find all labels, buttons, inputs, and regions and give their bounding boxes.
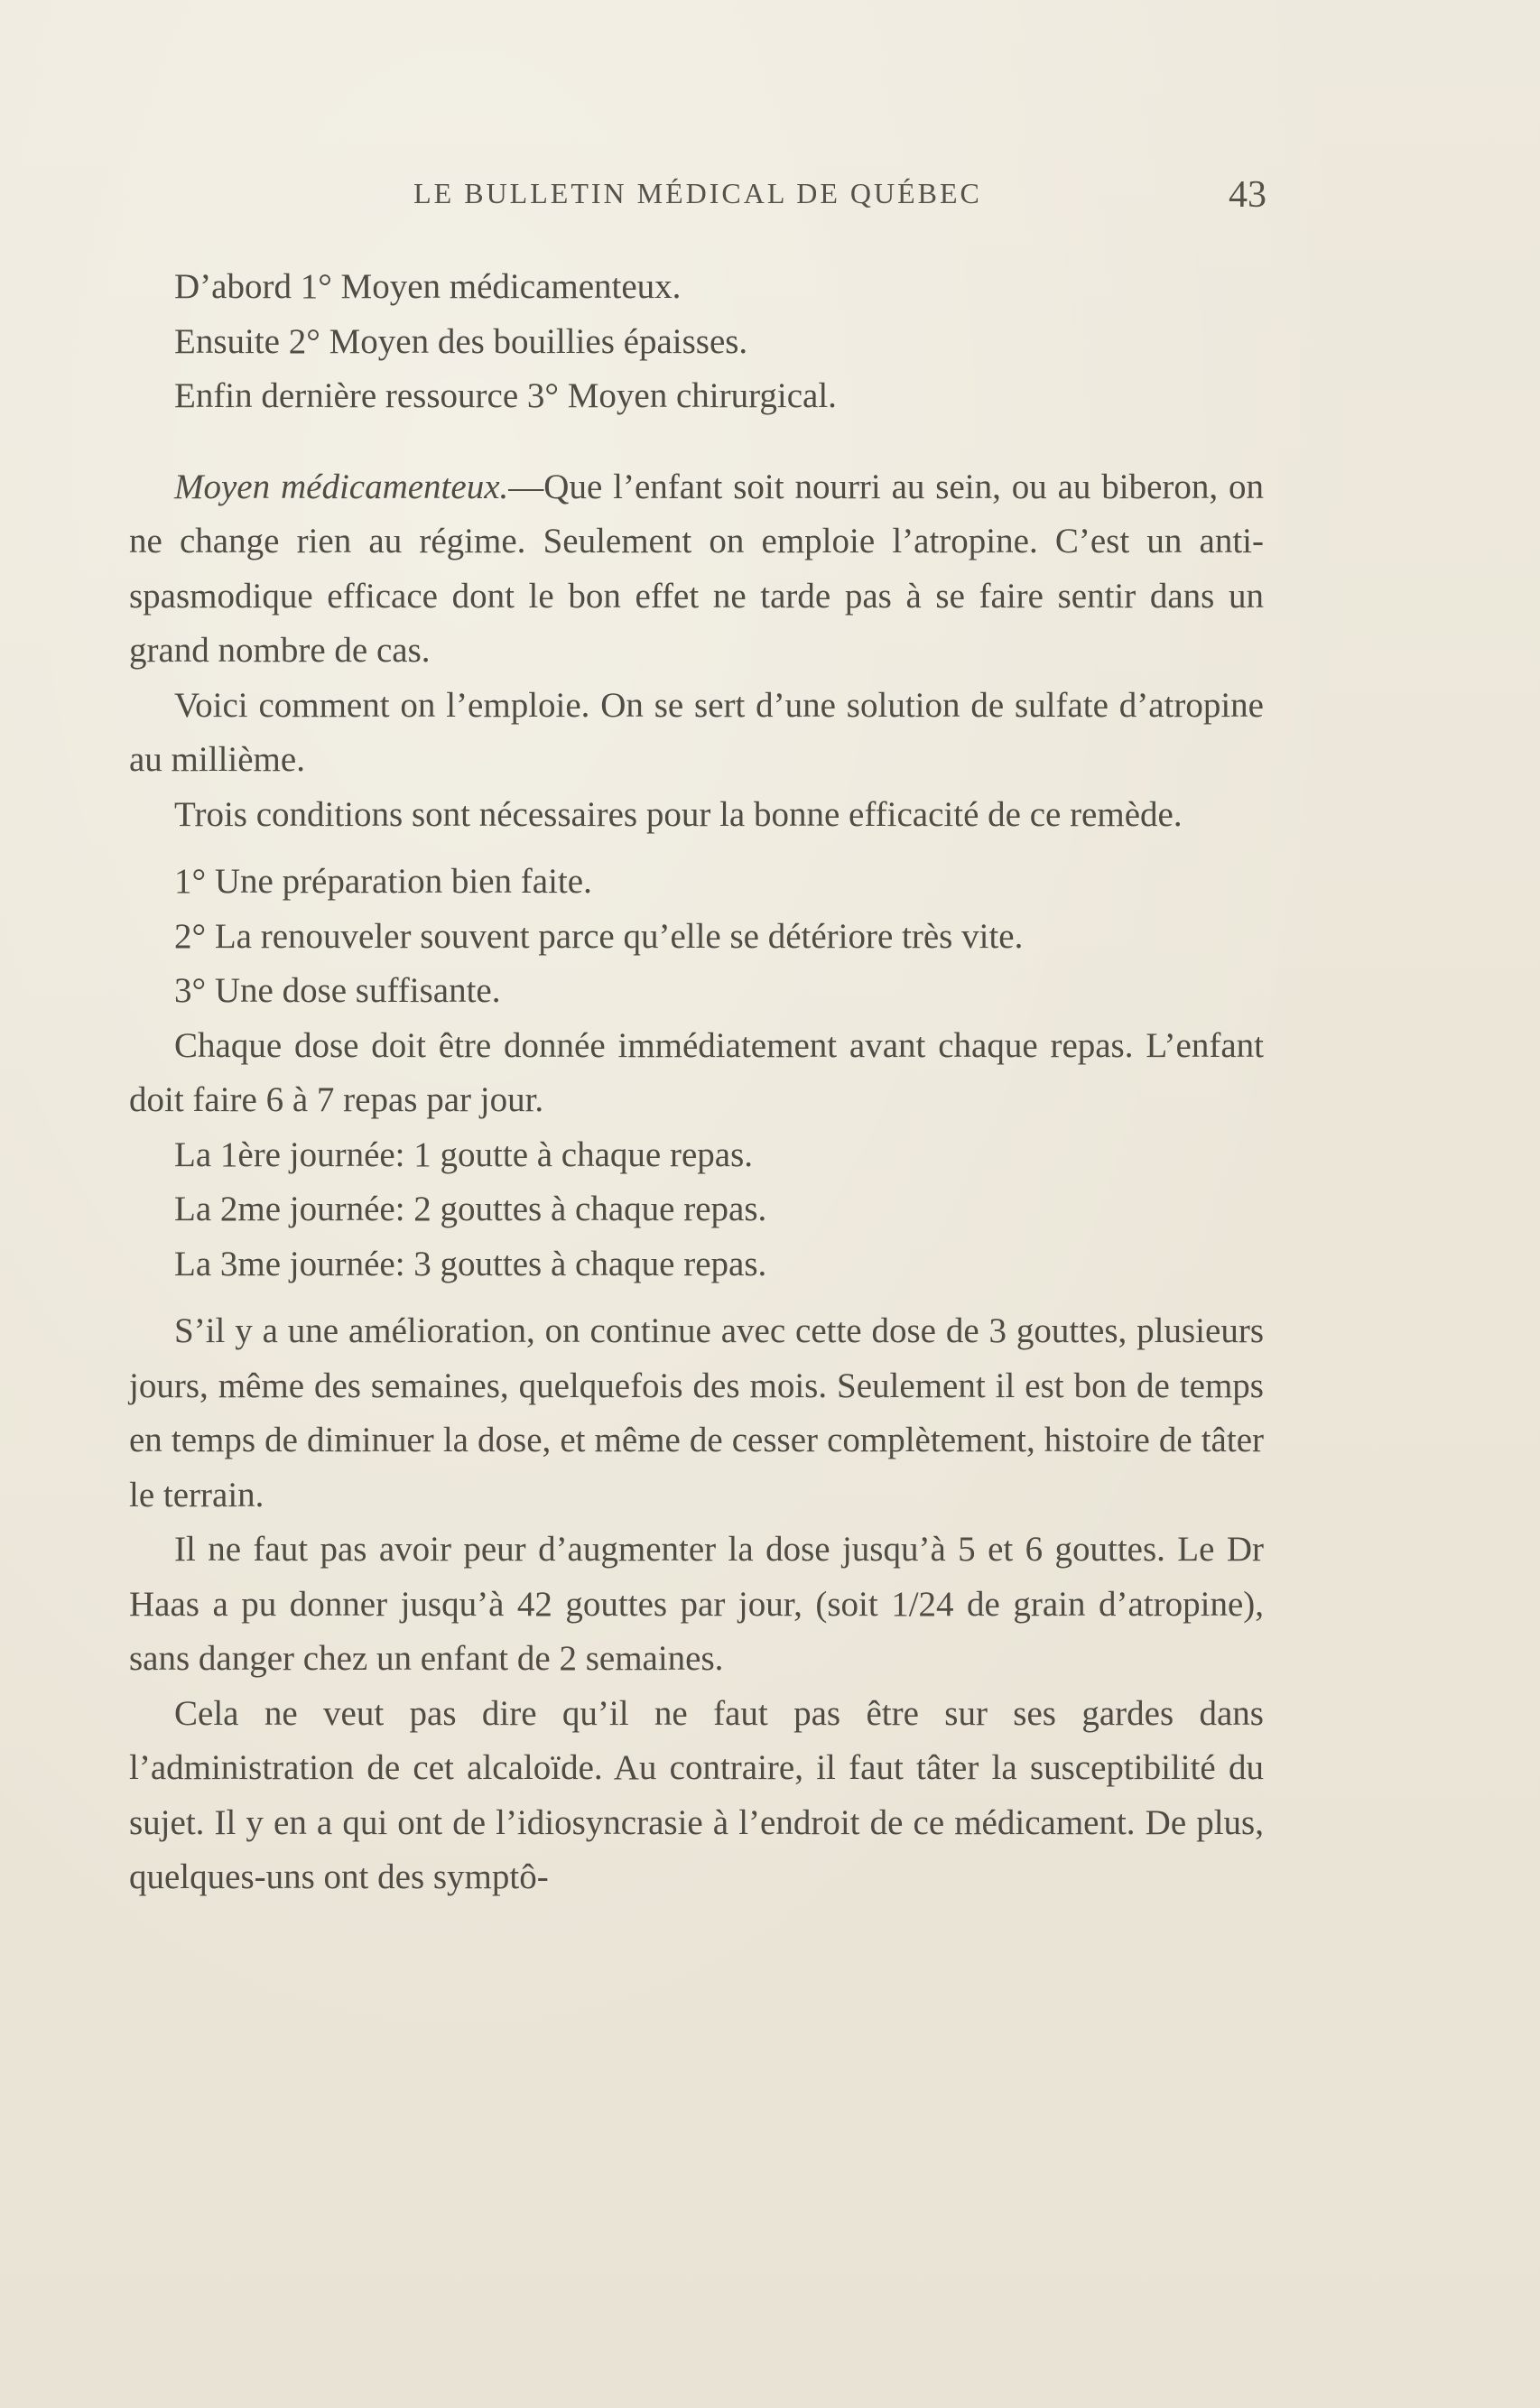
- section-text: —Que l’enfant soit nourri au sein, ou au biberon, on ne change rien au régime. Seulement on emploie l’atropine. C’est un anti-spasmodique efficace dont le bon effet ne tarde pas à se faire sentir dans un grand nombre de cas.: [129, 467, 1264, 670]
- section-heading: Moyen médicamenteux.: [174, 467, 509, 506]
- condition-1: 1° Une préparation bien faite.: [174, 862, 592, 901]
- journal-title: LE BULLETIN MÉDICAL DE QUÉBEC: [413, 177, 982, 209]
- schedule-day-3: La 3me journée: 3 gouttes à chaque repas.: [174, 1244, 767, 1283]
- condition-3: 3° Une dose suffisante.: [174, 971, 501, 1010]
- intro-line-3: Enfin dernière ressource 3° Moyen chirurgical.: [174, 376, 837, 415]
- paragraph-improvement: S’il y a une amélioration, on continue avec cette dose de 3 gouttes, plusieurs jours, même des semaines, quelquefois des mois. Seulement il est bon de temps en temps de diminuer la dose, et même de cesser complètement, histoire de tâter le terrain.: [129, 1311, 1264, 1514]
- intro-line-2: Ensuite 2° Moyen des bouillies épaisses.: [174, 321, 748, 361]
- body-text: [129, 260, 1264, 1905]
- intro-line-1: D’abord 1° Moyen médicamenteux.: [174, 267, 682, 306]
- condition-2: 2° La renouveler souvent parce qu’elle se détériore très vite.: [174, 916, 1024, 956]
- paragraph-caution: Cela ne veut pas dire qu’il ne faut pas être sur ses gardes dans l’administration de cet alcaloïde. Au contraire, il faut tâter la susceptibilité du sujet. Il y en a qui ont de l’idiosyncrasie à l’endroit de ce médicament. De plus, quelques-uns ont des symptô-: [129, 1693, 1264, 1896]
- page-number: 43: [1229, 174, 1266, 216]
- paragraph-usage: Voici comment on l’emploie. On se sert d’une solution de sulfate d’atropine au millième.: [129, 685, 1264, 779]
- schedule-day-1: La 1ère journée: 1 goutte à chaque repas.: [174, 1135, 754, 1174]
- schedule-day-2: La 2me journée: 2 gouttes à chaque repas.: [174, 1190, 767, 1228]
- section-paragraph: [129, 460, 1264, 679]
- paragraph-dose: Chaque dose doit être donnée immédiatement avant chaque repas. L’enfant doit faire 6 à 7 repas par jour.: [129, 1025, 1264, 1119]
- paragraph-conditions: Trois conditions sont nécessaires pour la bonne efficacité de ce remède.: [174, 794, 1183, 834]
- running-head: [129, 174, 1266, 216]
- paragraph-increase: Il ne faut pas avoir peur d’augmenter la dose jusqu’à 5 et 6 gouttes. Le Dr Haas a pu donner jusqu’à 42 gouttes par jour, (soit 1/24 de grain d’atropine), sans danger chez un enfant de 2 semaines.: [129, 1530, 1264, 1678]
